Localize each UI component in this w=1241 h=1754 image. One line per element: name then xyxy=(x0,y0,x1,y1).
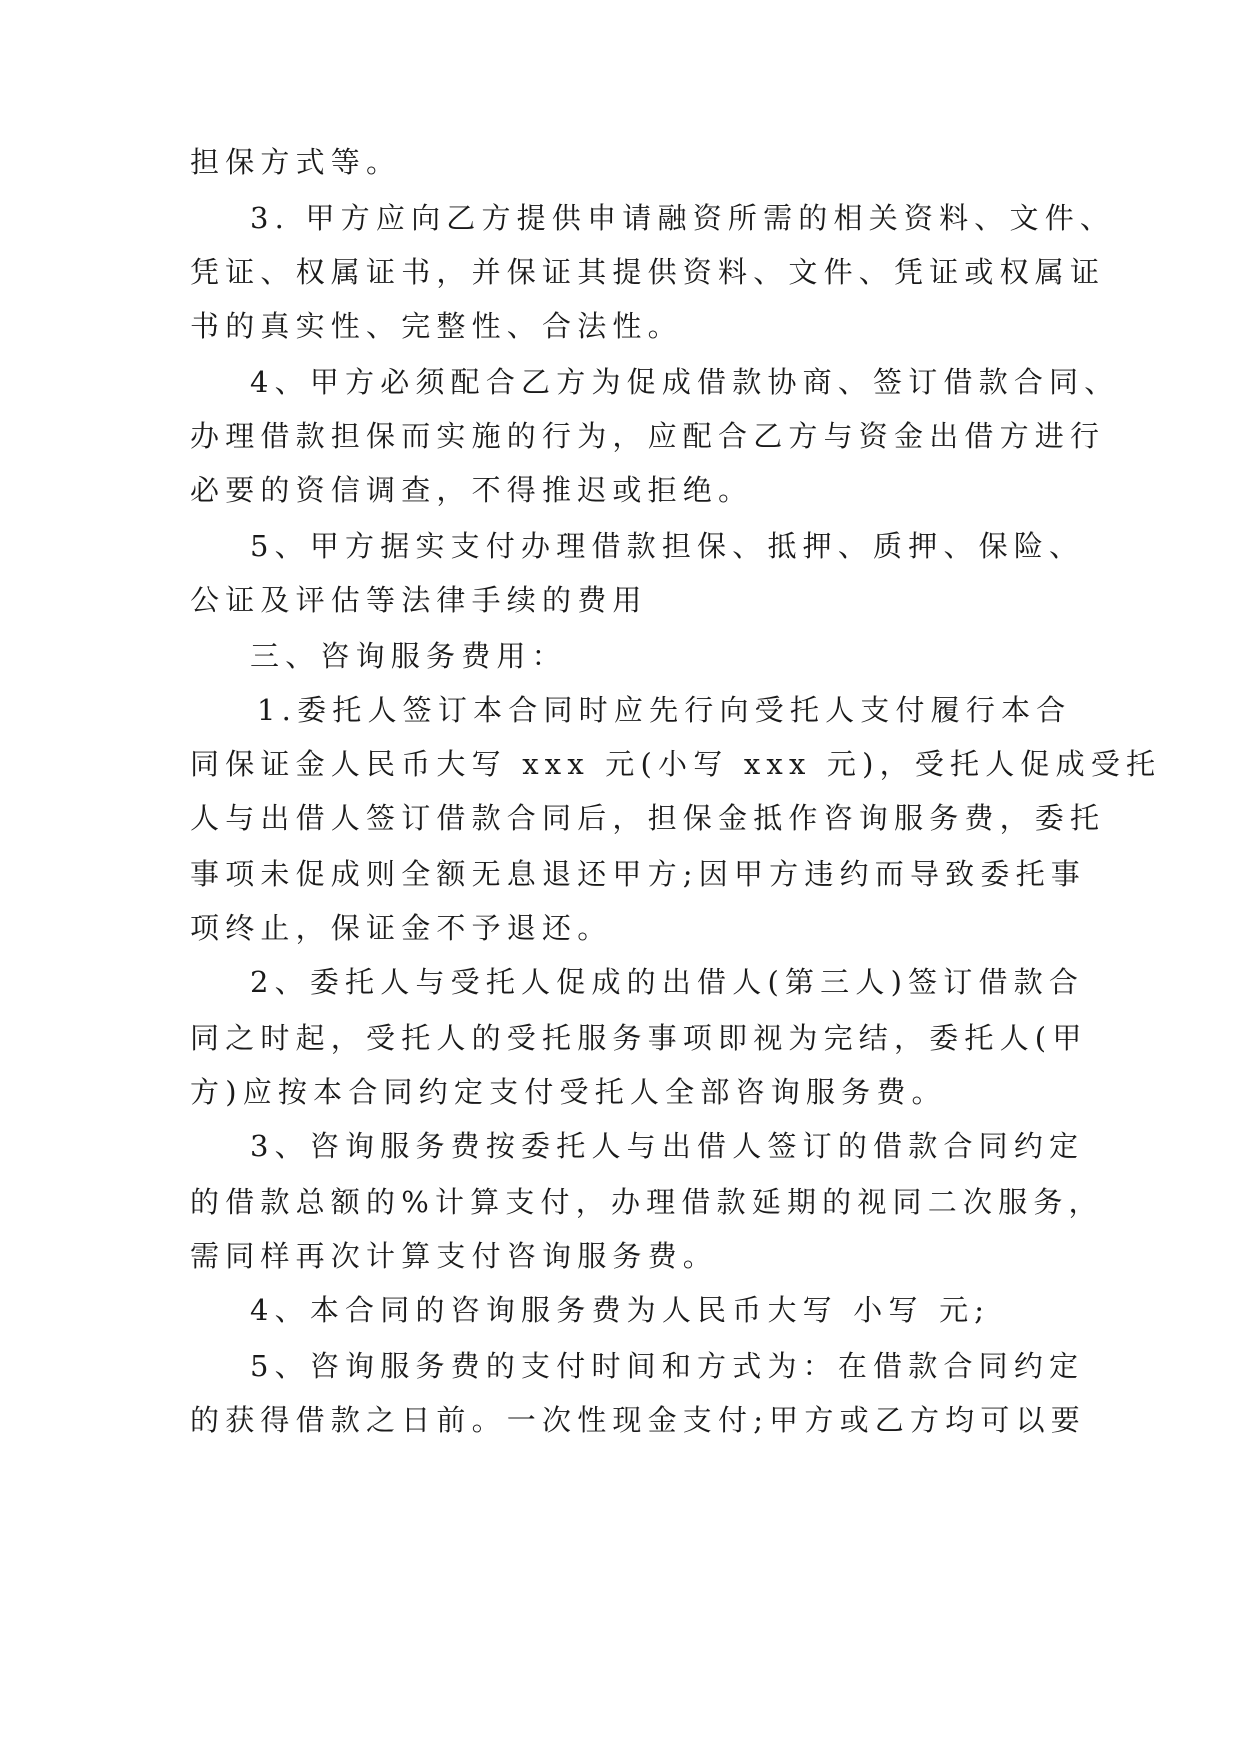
text-line: 的获得借款之日前。一次性现金支付;甲方或乙方均可以要 xyxy=(190,1403,1086,1437)
text-line: 5、咨询服务费的支付时间和方式为：在借款合同约定 xyxy=(250,1349,1085,1383)
text-line: 方)应按本合同约定支付受托人全部咨询服务费。 xyxy=(190,1075,947,1109)
text-line: 必要的资信调查，不得推迟或拒绝。 xyxy=(190,473,754,507)
section-heading: 三、咨询服务费用： xyxy=(250,639,567,673)
text-line: 3. 甲方应向乙方提供申请融资所需的相关资料、文件、 xyxy=(250,201,1116,235)
text-line: 办理借款担保而实施的行为，应配合乙方与资金出借方进行 xyxy=(190,419,1106,453)
text-line: 4、甲方必须配合乙方为促成借款协商、签订借款合同、 xyxy=(250,365,1120,399)
text-line: 书的真实性、完整性、合法性。 xyxy=(190,309,683,343)
text-line: 同之时起，受托人的受托服务事项即视为完结，委托人(甲 xyxy=(190,1021,1088,1055)
text-line: 担保方式等。 xyxy=(190,145,402,179)
text-line: 事项未促成则全额无息退还甲方;因甲方违约而导致委托事 xyxy=(190,857,1086,891)
text-line: 项终止，保证金不予退还。 xyxy=(190,911,613,945)
text-line: 5、甲方据实支付办理借款担保、抵押、质押、保险、 xyxy=(250,529,1085,563)
text-line: 2、委托人与受托人促成的出借人(第三人)签订借款合 xyxy=(250,965,1085,999)
text-line: 1.委托人签订本合同时应先行向受托人支付履行本合 xyxy=(257,693,1072,727)
text-line: 的借款总额的%计算支付，办理借款延期的视同二次服务， xyxy=(190,1185,1104,1219)
text-line: 4、本合同的咨询服务费为人民币大写 小写 元; xyxy=(250,1293,991,1327)
text-line: 凭证、权属证书，并保证其提供资料、文件、凭证或权属证 xyxy=(190,255,1106,289)
text-line: 同保证金人民币大写 xxx 元(小写 xxx 元)，受托人促成受托 xyxy=(190,747,1162,781)
text-line: 公证及评估等法律手续的费用 xyxy=(190,583,648,617)
text-line: 需同样再次计算支付咨询服务费。 xyxy=(190,1239,719,1273)
text-line: 3、咨询服务费按委托人与出借人签订的借款合同约定 xyxy=(250,1129,1085,1163)
text-line: 人与出借人签订借款合同后，担保金抵作咨询服务费，委托 xyxy=(190,801,1106,835)
